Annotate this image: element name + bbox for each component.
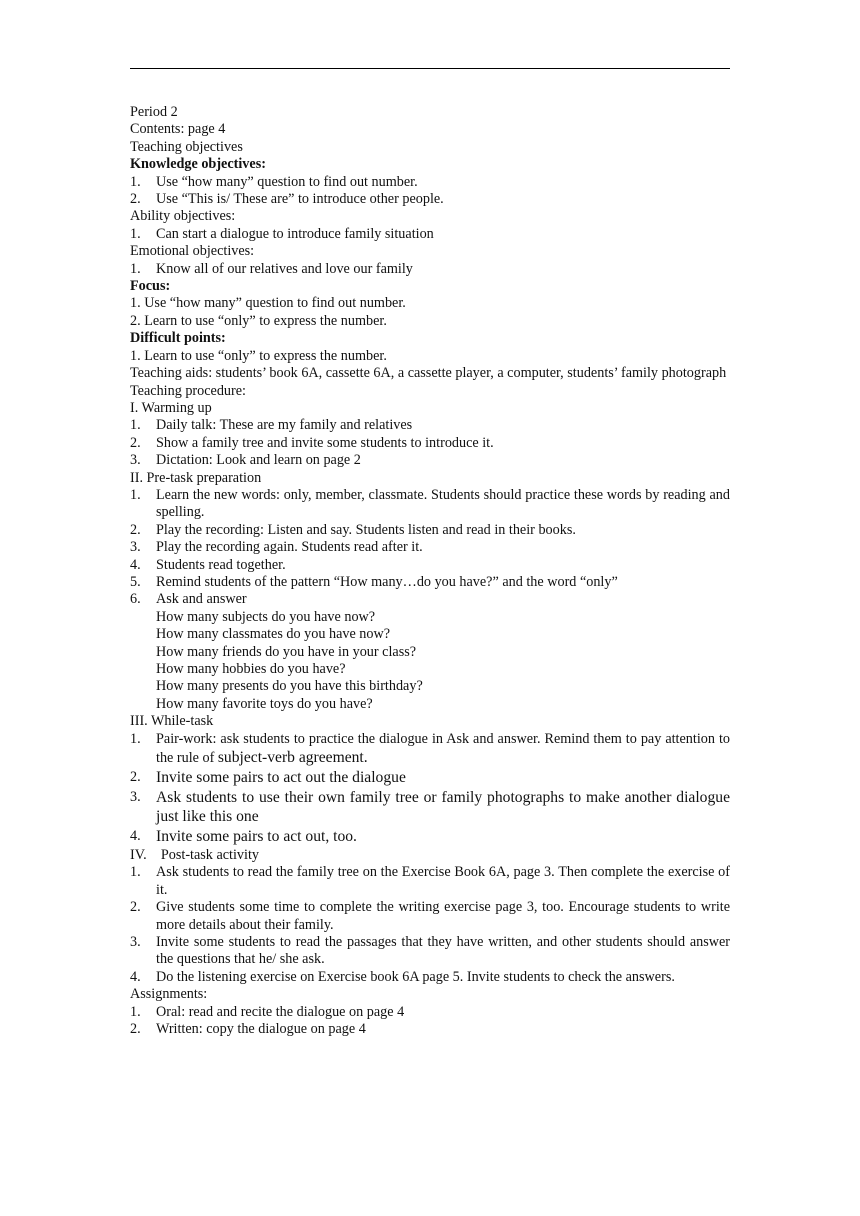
- item-text: Invite some students to read the passages that they have written, and other students should answer the questions that he/ she ask.: [156, 934, 730, 968]
- item-number: 1.: [130, 417, 141, 434]
- item-number: 6.: [130, 591, 141, 608]
- list-item: [130, 191, 730, 208]
- item-number: 4.: [130, 968, 141, 985]
- teaching-aids-paragraph: Teaching aids: students’ book 6A, cassette 6A, a cassette player, a computer, students’ family photograph: [130, 365, 727, 382]
- header-rule: [130, 68, 730, 69]
- item-number: 1.: [130, 225, 141, 242]
- item-number: 2.: [130, 899, 141, 916]
- list-item: [130, 574, 730, 591]
- item-text-main: Pair-work: ask students to practice the dialogue in Ask and answer. Remind them to pay attention to the rule of: [156, 730, 730, 767]
- item-text: Daily talk: These are my family and relatives: [156, 417, 413, 434]
- item-number: 3.: [130, 788, 141, 805]
- list-item: [130, 417, 730, 434]
- contents-line: Contents: page 4: [130, 121, 226, 138]
- list-item: [130, 969, 730, 986]
- list-item: [130, 522, 730, 539]
- item-number: 1.: [130, 730, 141, 747]
- pre-task-heading: II. Pre-task preparation: [130, 469, 262, 486]
- post-task-heading: IV. Post-task activity: [130, 847, 259, 864]
- lesson-plan-page: [130, 104, 730, 1038]
- item-number: 1.: [130, 486, 141, 503]
- item-number: 1.: [130, 864, 141, 881]
- difficult-points-heading: Difficult points:: [130, 330, 226, 347]
- item-text-tail: subject-verb agreement.: [217, 749, 368, 767]
- list-item: [130, 261, 730, 278]
- item-text: Do the listening exercise on Exercise book 6A page 5. Invite students to check the answers.: [156, 968, 675, 985]
- list-item: [130, 864, 730, 899]
- item-text: Written: copy the dialogue on page 4: [156, 1021, 366, 1038]
- practice-question: How many hobbies do you have?: [156, 661, 346, 677]
- item-text: Ask students to read the family tree on the Exercise Book 6A, page 3. Then complete the exercise of it.: [156, 864, 730, 898]
- list-item: [130, 435, 730, 452]
- list-item: [130, 934, 730, 969]
- practice-question: How many subjects do you have now?: [156, 608, 376, 625]
- teaching-procedure-heading: Teaching procedure:: [130, 382, 246, 399]
- list-item: [130, 788, 730, 828]
- item-text: Remind students of the pattern “How many…do you have?” and the word “only”: [156, 573, 618, 590]
- item-text: Oral: read and recite the dialogue on page 4: [156, 1003, 405, 1020]
- item-number: 3.: [130, 452, 141, 469]
- item-text: Use “This is/ These are” to introduce other people.: [156, 191, 444, 208]
- item-number: 2.: [130, 434, 141, 451]
- practice-question: How many friends do you have in your class?: [156, 643, 417, 660]
- item-text: Use “how many” question to find out number.: [156, 173, 418, 190]
- item-text: Dictation: Look and learn on page 2: [156, 452, 361, 469]
- item-number: 1.: [130, 1003, 141, 1020]
- item-text: Invite some pairs to act out the dialogue: [156, 768, 406, 786]
- difficult-point-line: 1. Learn to use “only” to express the number.: [130, 347, 387, 364]
- item-number: 1.: [130, 173, 141, 190]
- while-task-heading: III. While-task: [130, 713, 214, 730]
- focus-line: 2. Learn to use “only” to express the number.: [130, 312, 387, 329]
- item-number: 2.: [130, 768, 141, 785]
- item-text: Play the recording again. Students read after it.: [156, 539, 423, 556]
- item-text: Give students some time to complete the writing exercise page 3, too. Encourage students to write more details about their family.: [156, 899, 730, 933]
- list-item: [130, 539, 730, 556]
- assignments-heading: Assignments:: [130, 986, 208, 1003]
- list-item: [130, 827, 730, 847]
- item-text: Invite some pairs to act out, too.: [156, 828, 357, 846]
- list-item: [130, 899, 730, 934]
- item-number: 5.: [130, 573, 141, 590]
- item-number: 4.: [130, 556, 141, 573]
- list-item: [130, 452, 730, 469]
- item-text: Learn the new words: only, member, classmate. Students should practice these words by reading and spelling.: [156, 486, 730, 521]
- item-text: Students read together.: [156, 556, 286, 573]
- item-text: Know all of our relatives and love our family: [156, 260, 413, 277]
- list-item: [130, 226, 730, 243]
- emotional-objectives-heading: Emotional objectives:: [130, 243, 255, 260]
- item-number: 4.: [130, 828, 141, 845]
- list-item: [130, 1004, 730, 1021]
- item-text: [156, 731, 730, 768]
- item-number: 2.: [130, 191, 141, 208]
- practice-question: How many favorite toys do you have?: [156, 695, 373, 712]
- item-text: Can start a dialogue to introduce family situation: [156, 225, 434, 242]
- item-number: 3.: [130, 539, 141, 556]
- warming-up-heading: I. Warming up: [130, 399, 212, 416]
- list-item: [130, 487, 730, 522]
- item-number: 3.: [130, 934, 141, 951]
- list-item: [130, 557, 730, 574]
- item-text: Play the recording: Listen and say. Students listen and read in their books.: [156, 521, 576, 538]
- practice-question: How many presents do you have this birthday?: [156, 678, 423, 695]
- list-item: [130, 1021, 730, 1038]
- focus-heading: Focus:: [130, 278, 171, 295]
- practice-question: How many classmates do you have now?: [156, 626, 391, 643]
- list-item: [130, 591, 730, 608]
- knowledge-objectives-heading: Knowledge objectives:: [130, 156, 266, 173]
- item-number: 1.: [130, 260, 141, 277]
- list-item: [130, 174, 730, 191]
- list-item: [130, 731, 730, 768]
- list-item: [130, 768, 730, 788]
- focus-line: 1. Use “how many” question to find out number.: [130, 295, 406, 312]
- item-number: 2.: [130, 1021, 141, 1038]
- period-title: Period 2: [130, 104, 178, 120]
- item-text: Ask and answer: [156, 591, 247, 608]
- item-number: 2.: [130, 521, 141, 538]
- item-text: Show a family tree and invite some students to introduce it.: [156, 434, 494, 451]
- teaching-objectives-heading: Teaching objectives: [130, 138, 243, 155]
- ability-objectives-heading: Ability objectives:: [130, 208, 236, 225]
- item-text: Ask students to use their own family tree or family photographs to make another dialogue just like this one: [156, 788, 730, 826]
